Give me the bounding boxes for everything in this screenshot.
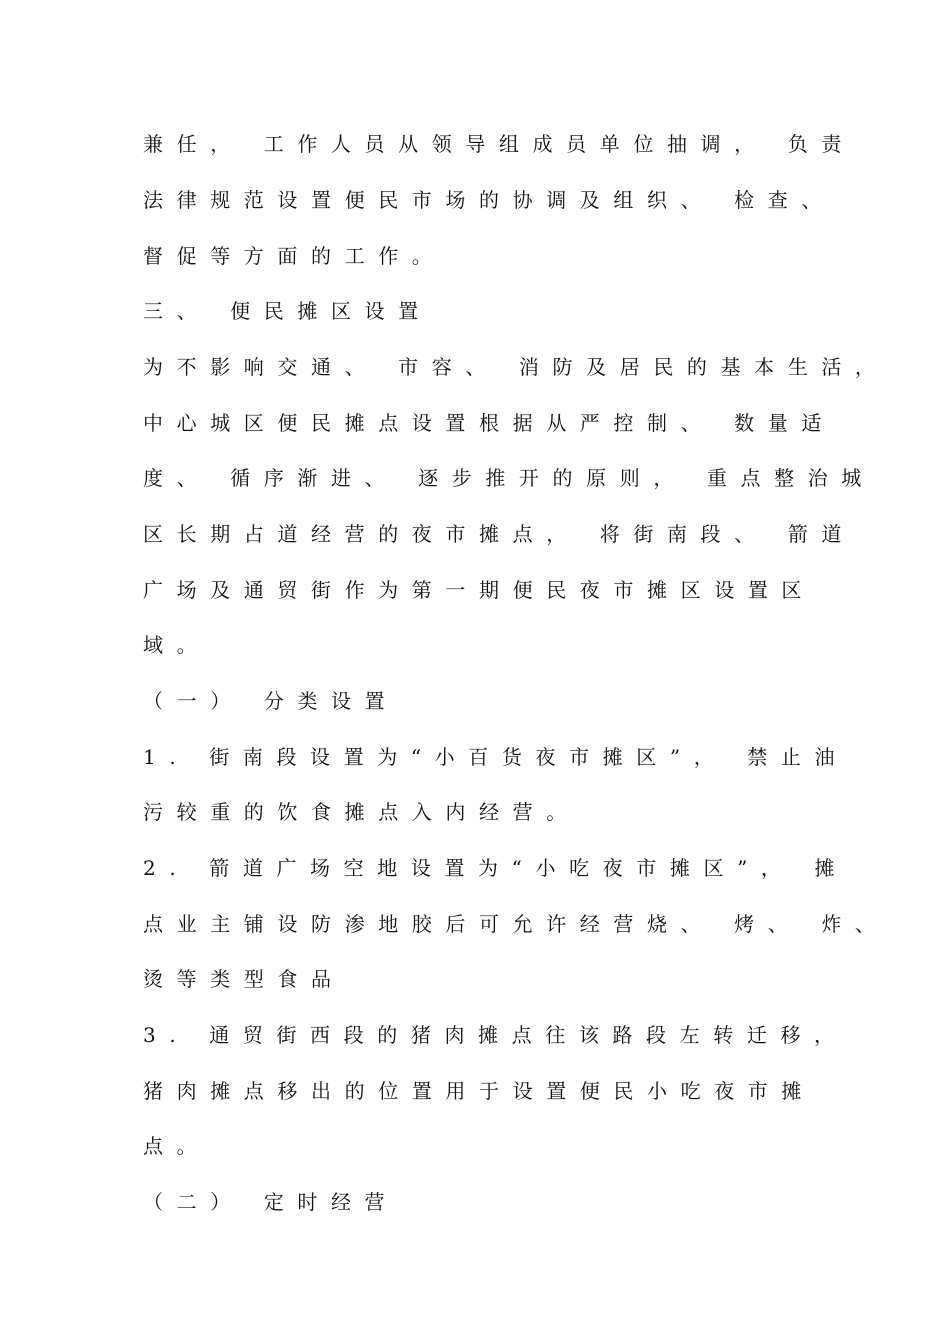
body-text-line: 为不影响交通、 市容、 消防及居民的基本生活， — [143, 355, 889, 379]
body-text-line: 法律规范设置便民市场的协调及组织、 检查、 — [143, 188, 835, 212]
body-text-line: 督促等方面的工作。 — [143, 244, 446, 268]
subsection-heading: （二） 定时经营 — [143, 1190, 399, 1214]
list-item-line: 2. 箭道广场空地设置为“小吃夜市摊区”， 摊 — [143, 856, 849, 880]
body-text-line: 中心城区便民摊点设置根据从严控制、 数量适 — [143, 411, 835, 435]
list-item-line: 3. 通贸街西段的猪肉摊点往该路段左转迁移， — [143, 1023, 848, 1047]
list-item-line: 烫等类型食品 — [143, 967, 345, 991]
body-text-line: 域。 — [143, 633, 211, 657]
body-text-line: 广场及通贸街作为第一期便民夜市摊区设置区 — [143, 578, 815, 602]
list-item-line: 1. 街南段设置为“小百货夜市摊区”， 禁止油 — [143, 745, 849, 769]
subsection-heading: （一） 分类设置 — [143, 689, 399, 713]
section-heading: 三、 便民摊区设置 — [143, 299, 432, 323]
body-text-line: 度、 循序渐进、 逐步推开的原则， 重点整治城 — [143, 466, 875, 490]
body-text-line: 区长期占道经营的夜市摊点， 将街南段、 箭道 — [143, 522, 855, 546]
body-text-line: 兼任， 工作人员从领导组成员单位抽调， 负责 — [143, 132, 855, 156]
list-item-line: 猪肉摊点移出的位置用于设置便民小吃夜市摊 — [143, 1079, 815, 1103]
list-item-line: 点。 — [143, 1134, 211, 1158]
list-item-line: 污较重的饮食摊点入内经营。 — [143, 800, 580, 824]
list-item-line: 点业主铺设防渗地胶后可允许经营烧、 烤、 炸、 — [143, 912, 889, 936]
